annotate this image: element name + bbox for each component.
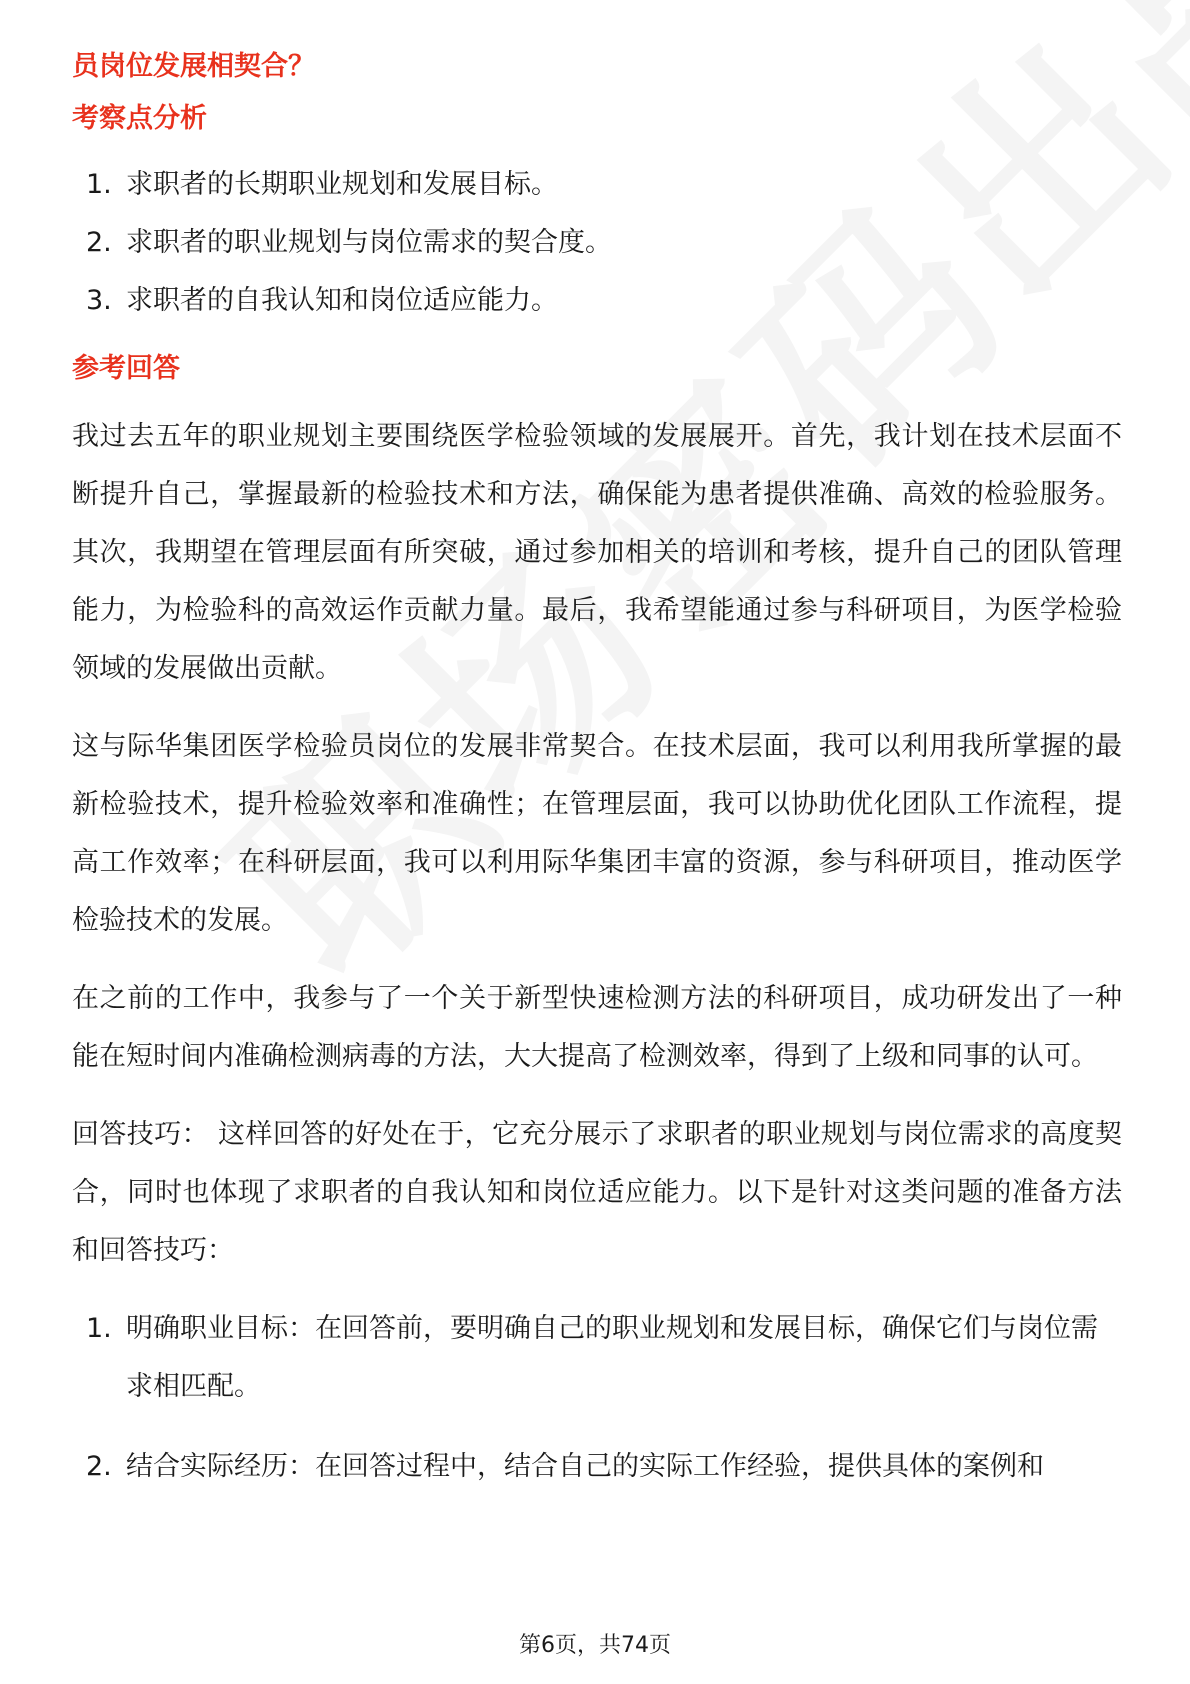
list-number: 1. — [86, 1313, 112, 1344]
list-text: 求职者的职业规划与岗位需求的契合度。 — [126, 227, 612, 258]
list-item — [72, 1438, 1122, 1496]
answer-paragraph: 这与际华集团医学检验员岗位的发展非常契合。在技术层面，我可以利用我所掌握的最新检验技术，提升检验效率和准确性；在管理层面，我可以协助优化团队工作流程，提高工作效率；在科研层面，我可以利用际华集团丰富的资源，参与科研项目，推动医学检验技术的发展。 — [72, 731, 1122, 936]
list-number: 1. — [86, 169, 112, 200]
question-heading: 员岗位发展相契合？ — [72, 51, 315, 82]
list-item — [72, 214, 1122, 272]
list-item — [72, 272, 1122, 330]
list-number: 2. — [86, 227, 112, 258]
list-text: 结合实际经历：在回答过程中，结合自己的实际工作经验，提供具体的案例和 — [126, 1451, 1044, 1482]
answer-paragraph: 在之前的工作中，我参与了一个关于新型快速检测方法的科研项目，成功研发出了一种能在短时间内准确检测病毒的方法，大大提高了检测效率，得到了上级和同事的认可。 — [72, 983, 1122, 1072]
answer-heading: 参考回答 — [72, 353, 180, 384]
list-text: 明确职业目标：在回答前，要明确自己的职业规划和发展目标，确保它们与岗位需求相匹配。 — [126, 1313, 1098, 1402]
list-text: 求职者的长期职业规划和发展目标。 — [126, 169, 558, 200]
page-number: 第6页，共74页 — [519, 1633, 671, 1658]
answer-paragraph: 我过去五年的职业规划主要围绕医学检验领域的发展展开。首先，我计划在技术层面不断提升自己，掌握最新的检验技术和方法，确保能为患者提供准确、高效的检验服务。其次，我期望在管理层面有所突破，通过参加相关的培训和考核，提升自己的团队管理能力，为检验科的高效运作贡献力量。最后，我希望能通过参与科研项目，为医学检验领域的发展做出贡献。 — [72, 421, 1122, 684]
analysis-heading: 考察点分析 — [72, 103, 207, 134]
list-number: 2. — [86, 1451, 112, 1482]
page-content — [72, 44, 1122, 1518]
list-number: 3. — [86, 285, 112, 316]
list-text: 求职者的自我认知和岗位适应能力。 — [126, 285, 558, 316]
list-item — [72, 156, 1122, 214]
list-item — [72, 1300, 1122, 1416]
tips-intro-paragraph: 回答技巧： 这样回答的好处在于，它充分展示了求职者的职业规划与岗位需求的高度契合，同时也体现了求职者的自我认知和岗位适应能力。以下是针对这类问题的准备方法和回答技巧： — [72, 1119, 1122, 1266]
analysis-list — [72, 156, 1122, 330]
tips-list — [72, 1300, 1122, 1496]
